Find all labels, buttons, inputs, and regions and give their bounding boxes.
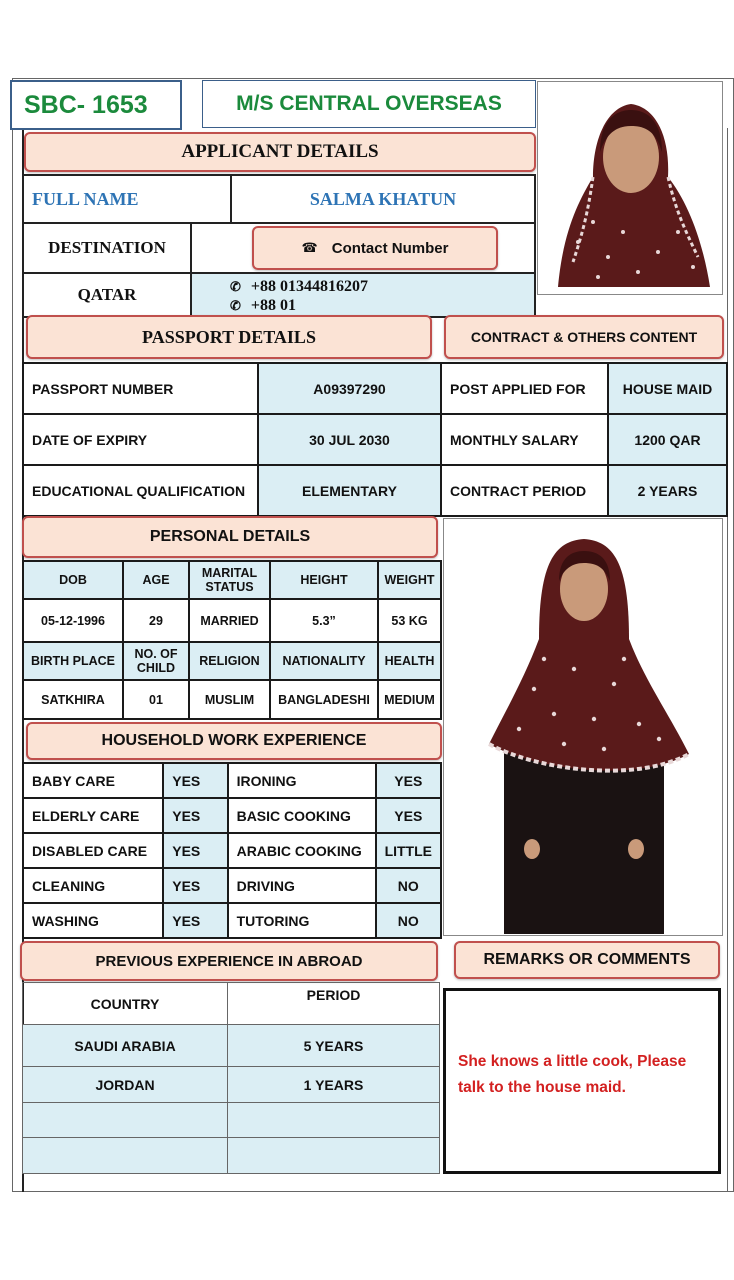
work-skill-value: YES [163, 798, 227, 833]
table-row [23, 642, 441, 680]
personal-table [22, 560, 442, 720]
period-header: PERIOD [228, 983, 440, 1025]
health-value: MEDIUM [378, 680, 441, 719]
empty-cell [23, 1138, 228, 1174]
religion-value: MUSLIM [189, 680, 270, 719]
table-row [441, 465, 727, 516]
applicant-photo-full [443, 518, 723, 936]
work-skill-value: YES [163, 903, 227, 938]
contract-period-label: CONTRACT PERIOD [441, 465, 608, 516]
period-value: 1 YEARS [228, 1067, 440, 1103]
agency-name: M/S CENTRAL OVERSEAS [236, 92, 502, 115]
work-skill-value: YES [376, 798, 441, 833]
phone-icon: ✆ [230, 279, 241, 294]
phone-line-2 [230, 296, 534, 315]
religion-header: RELIGION [189, 642, 270, 680]
contact-number-label: Contact Number [331, 239, 449, 257]
table-row [23, 1138, 440, 1174]
height-header: HEIGHT [270, 561, 378, 599]
expiry-value: 30 JUL 2030 [258, 414, 441, 465]
expiry-label: DATE OF EXPIRY [23, 414, 258, 465]
passport-details-title: PASSPORT DETAILS [142, 326, 316, 347]
previous-experience-title: PREVIOUS EXPERIENCE IN ABROAD [95, 952, 363, 970]
nationality-value: BANGLADESHI [270, 680, 378, 719]
empty-cell [23, 1103, 228, 1138]
country-value: SAUDI ARABIA [23, 1025, 228, 1067]
portrait-image [538, 82, 724, 296]
children-value: 01 [123, 680, 189, 719]
applicant-details-title: APPLICANT DETAILS [181, 141, 379, 162]
remarks-heading [454, 941, 720, 979]
full-name-value: SALMA KHATUN [309, 188, 457, 209]
table-row [23, 599, 441, 642]
work-skill-label: WASHING [23, 903, 163, 938]
work-skill-label: ARABIC COOKING [228, 833, 376, 868]
work-skill-label: BABY CARE [23, 763, 163, 798]
post-value: HOUSE MAID [608, 363, 727, 414]
phone-cell [190, 272, 536, 318]
work-skill-value: NO [376, 903, 441, 938]
passport-number-value: A09397290 [258, 363, 441, 414]
work-skill-label: CLEANING [23, 868, 163, 903]
salary-value: 1200 QAR [608, 414, 727, 465]
work-skill-label: DRIVING [228, 868, 376, 903]
remarks-box [443, 988, 721, 1174]
weight-header: WEIGHT [378, 561, 441, 599]
work-skill-label: BASIC COOKING [228, 798, 376, 833]
work-skill-value: NO [376, 868, 441, 903]
dob-value: 05-12-1996 [23, 599, 123, 642]
weight-value: 53 KG [378, 599, 441, 642]
contract-period-value: 2 YEARS [608, 465, 727, 516]
table-row [23, 1067, 440, 1103]
country-header: COUNTRY [23, 983, 228, 1025]
table-row [23, 1103, 440, 1138]
ref-code: SBC- 1653 [24, 90, 148, 119]
contact-number-heading [252, 226, 498, 270]
remarks-line-1: She knows a little cook, Please [458, 1053, 687, 1070]
health-header: HEALTH [378, 642, 441, 680]
table-row [23, 868, 441, 903]
marital-header: MARITAL STATUS [189, 561, 270, 599]
passport-details-heading [26, 315, 432, 359]
birthplace-value: SATKHIRA [23, 680, 123, 719]
phone-line-1 [230, 277, 534, 296]
children-header: NO. OF CHILD [123, 642, 189, 680]
salary-label: MONTHLY SALARY [441, 414, 608, 465]
marital-value: MARRIED [189, 599, 270, 642]
table-row [23, 414, 441, 465]
table-row [441, 363, 727, 414]
post-label: POST APPLIED FOR [441, 363, 608, 414]
full-name-value-cell [230, 174, 536, 224]
destination-label-cell [22, 222, 192, 274]
work-skill-label: ELDERLY CARE [23, 798, 163, 833]
table-row [23, 833, 441, 868]
destination-value: QATAR [77, 285, 137, 304]
remarks-line-2: talk to the house maid. [458, 1079, 626, 1096]
work-skill-label: DISABLED CARE [23, 833, 163, 868]
applicant-photo-portrait [537, 81, 723, 295]
household-work-table [22, 762, 442, 939]
agency-box [202, 80, 536, 128]
age-header: AGE [123, 561, 189, 599]
contract-heading [444, 315, 724, 359]
height-value: 5.3” [270, 599, 378, 642]
empty-cell [228, 1103, 440, 1138]
birthplace-header: BIRTH PLACE [23, 642, 123, 680]
phone-icon: ☎ [301, 240, 318, 255]
table-row [23, 798, 441, 833]
table-row [23, 763, 441, 798]
table-row [23, 903, 441, 938]
household-work-title: HOUSEHOLD WORK EXPERIENCE [101, 732, 367, 749]
work-skill-value: YES [163, 833, 227, 868]
applicant-details-heading [24, 132, 536, 172]
empty-cell [228, 1138, 440, 1174]
age-value: 29 [123, 599, 189, 642]
ref-code-box [10, 80, 182, 130]
full-name-label-cell [22, 174, 232, 224]
work-skill-value: YES [376, 763, 441, 798]
passport-number-label: PASSPORT NUMBER [23, 363, 258, 414]
work-skill-value: LITTLE [376, 833, 441, 868]
passport-table [22, 362, 442, 517]
contract-title: CONTRACT & OTHERS CONTENT [470, 329, 698, 345]
table-row [23, 1025, 440, 1067]
work-skill-value: YES [163, 868, 227, 903]
full-body-image [444, 519, 724, 937]
phone-number-2: +88 01 [250, 297, 297, 314]
country-value: JORDAN [23, 1067, 228, 1103]
phone-icon: ✆ [230, 298, 241, 313]
previous-experience-heading [20, 941, 438, 981]
table-row [23, 465, 441, 516]
household-work-heading [26, 722, 442, 760]
period-value: 5 YEARS [228, 1025, 440, 1067]
education-label: EDUCATIONAL QUALIFICATION [23, 465, 258, 516]
table-row [23, 983, 440, 1025]
destination-label: DESTINATION [48, 238, 166, 257]
dob-header: DOB [23, 561, 123, 599]
contract-table [440, 362, 728, 517]
work-skill-label: TUTORING [228, 903, 376, 938]
remarks-title: REMARKS OR COMMENTS [483, 951, 691, 968]
table-row [23, 363, 441, 414]
personal-details-heading [22, 516, 438, 558]
full-name-label: FULL NAME [32, 188, 139, 209]
previous-experience-table [22, 982, 440, 1174]
table-row [23, 680, 441, 719]
nationality-header: NATIONALITY [270, 642, 378, 680]
phone-number-1: +88 01344816207 [250, 278, 369, 295]
work-skill-label: IRONING [228, 763, 376, 798]
work-skill-value: YES [163, 763, 227, 798]
education-value: ELEMENTARY [258, 465, 441, 516]
destination-value-cell [22, 272, 192, 318]
table-row [23, 561, 441, 599]
personal-details-title: PERSONAL DETAILS [149, 528, 311, 545]
table-row [441, 414, 727, 465]
